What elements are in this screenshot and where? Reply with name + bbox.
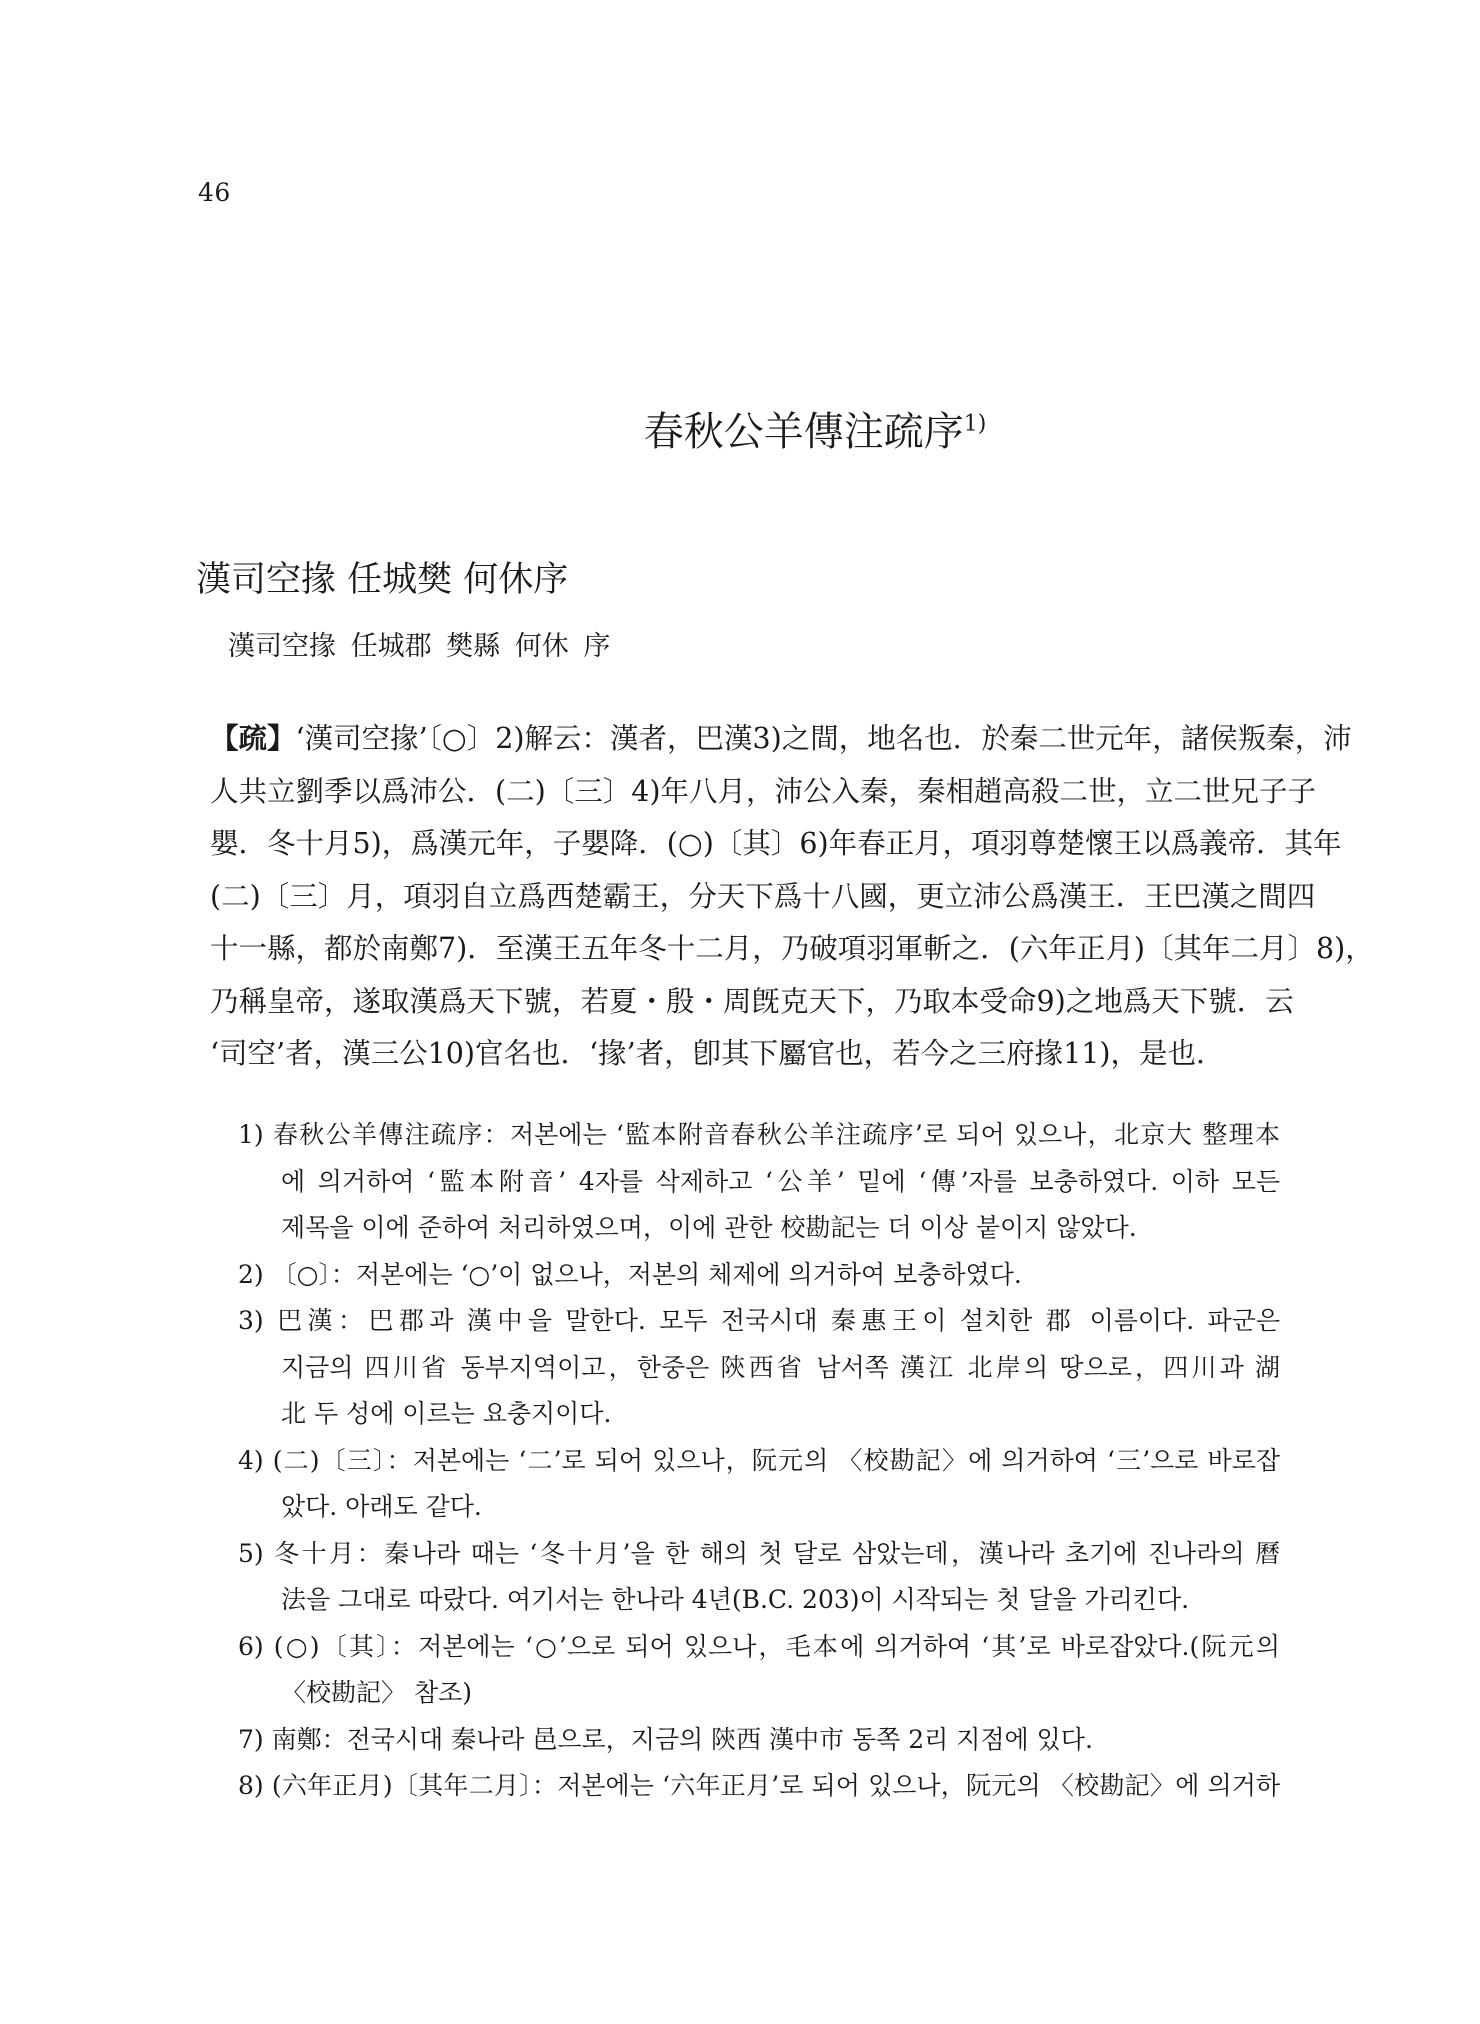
commentary-label: 【疏】 (210, 721, 296, 755)
footnote-line: 北 두 성에 이르는 요충지이다. (281, 1399, 612, 1428)
footnote-line: 에 의거하여 ‘監本附音’ 4자를 삭제하고 ‘公羊’ 밑에 ‘傳’자를 보충하였다. 이하 모든 (281, 1166, 1280, 1196)
footnote (238, 1252, 1280, 1299)
footnote (238, 1112, 1280, 1252)
footnote-line: 7) 南鄭：전국시대 秦나라 邑으로，지금의 陝西 漢中市 동쪽 2리 지점에 있다. (238, 1724, 1093, 1754)
footnote-line: 8) (六年正月)〔其年二月〕：저본에는 ‘六年正月’로 되어 있으나，阮元의 〈校勘記〉에 의거하 (238, 1771, 1280, 1800)
footnote-line: 제목을 이에 준하여 처리하였으며，이에 관한 校勘記는 더 이상 붙이지 않았다. (281, 1213, 1137, 1242)
footnotes (238, 1112, 1280, 1810)
commentary-line: 十一縣，都於南鄭7)．至漢王五年冬十二月，乃破項羽軍斬之．(六年正月)〔其年二月〕8)， (210, 932, 1374, 965)
footnote (238, 1438, 1280, 1531)
footnote-line: 았다. 아래도 같다. (281, 1492, 482, 1521)
footnote (238, 1624, 1280, 1717)
commentary-text (210, 712, 1374, 1081)
footnote-line: 3) 巴漢：巴郡과 漢中을 말한다. 모두 전국시대 秦惠王이 설치한 郡 이름이다. 파군은 (238, 1306, 1280, 1335)
footnote-line: 法을 그대로 따랐다. 여기서는 한나라 4년(B.C. 203)이 시작되는 첫 달을 가리킨다. (281, 1585, 1190, 1614)
footnote-line: 4) (二)〔三〕：저본에는 ‘二’로 되어 있으나，阮元의 〈校勘記〉에 의거하여 ‘三’으로 바로잡 (238, 1445, 1280, 1475)
commentary-line (210, 712, 1352, 766)
footnote (238, 1717, 1280, 1764)
footnote-line: 지금의 四川省 동부지역이고，한중은 陝西省 남서쪽 漢江 北岸의 땅으로，四川과 湖 (281, 1352, 1280, 1382)
commentary-line: 乃稱皇帝，遂取漢爲天下號，若夏・殷・周旣克天下，乃取本受命9)之地爲天下號．云 (210, 984, 1294, 1018)
commentary-line: ‘司空’者，漢三公10)官名也．‘掾’者，卽其下屬官也，若今之三府掾11)，是也． (210, 1037, 1225, 1070)
chapter-title-text: 春秋公羊傳注疏序 (643, 409, 964, 455)
author-byline: 漢司空掾 任城郡 樊縣 何休 序 (228, 631, 611, 662)
footnote-line: 2) 〔○〕：저본에는 ‘○’이 없으나，저본의 체제에 의거하여 보충하였다. (238, 1259, 1022, 1289)
commentary-line: 人共立劉季以爲沛公．(二)〔三〕4)年八月，沛公入秦，秦相趙高殺二世，立二世兄子子 (210, 774, 1316, 808)
footnote-ref: 1) (963, 411, 987, 437)
footnote (238, 1763, 1280, 1810)
footnote-line: 5) 冬十月：秦나라 때는 ‘冬十月’을 한 해의 첫 달로 삼았는데，漢나라 초기에 진나라의 曆 (238, 1538, 1280, 1568)
footnote (238, 1531, 1280, 1624)
commentary-line: (二)〔三〕月，項羽自立爲西楚霸王，分天下爲十八國，更立沛公爲漢王．王巴漢之間四 (210, 879, 1316, 913)
footnote-line: 6) (○)〔其〕：저본에는 ‘○’으로 되어 있으나，毛本에 의거하여 ‘其’로 바로잡았다.(阮元의 (238, 1631, 1280, 1661)
footnote-line: 〈校勘記〉 참조) (281, 1678, 473, 1707)
commentary-line-text: ‘漢司空掾’〔○〕2)解云：漢者，巴漢3)之間，地名也．於秦二世元年，諸侯叛秦，沛 (295, 722, 1352, 755)
footnote (238, 1298, 1280, 1438)
chapter-title (0, 400, 1480, 457)
footnote-line: 1) 春秋公羊傳注疏序：저본에는 ‘監本附音春秋公羊注疏序’로 되어 있으나，北京大 整理本 (238, 1120, 1280, 1149)
section-heading: 漢司空掾 任城樊 何休序 (196, 560, 569, 600)
page-number: 46 (198, 178, 231, 207)
commentary-line: 嬰．冬十月5)，爲漢元年，子嬰降．(○)〔其〕6)年春正月，項羽尊楚懷王以爲義帝．其年 (210, 827, 1342, 860)
